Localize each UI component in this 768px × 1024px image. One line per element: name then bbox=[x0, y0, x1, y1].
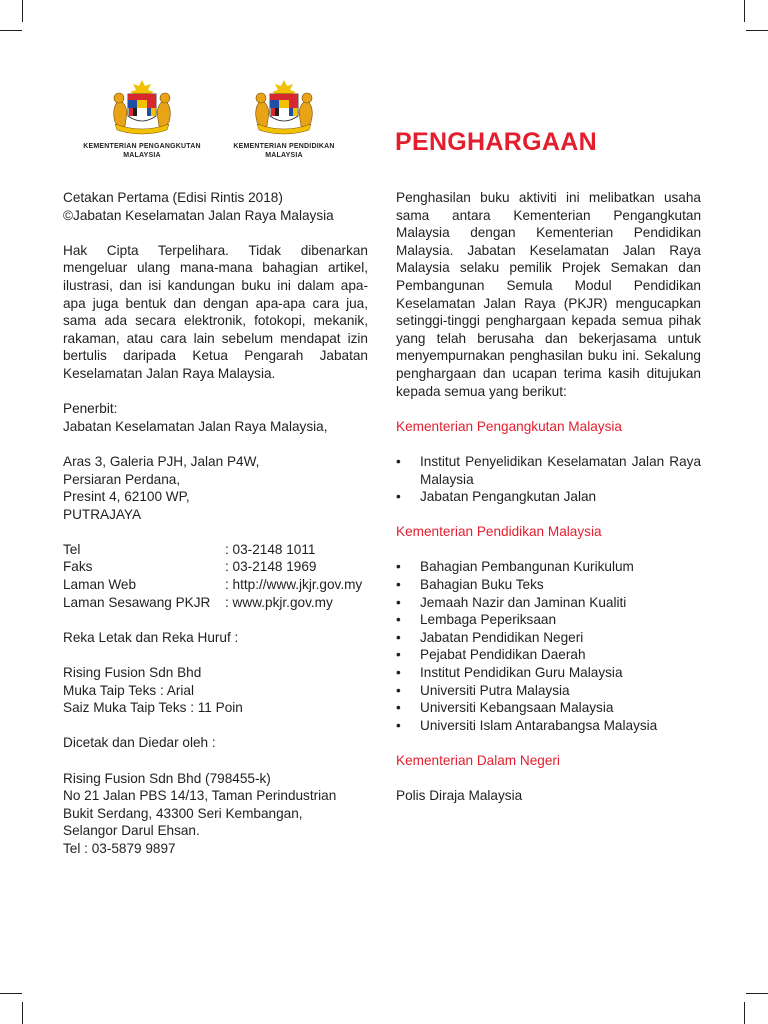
edition-line: Cetakan Pertama (Edisi Rintis 2018) bbox=[63, 190, 283, 205]
printer-info-line: Bukit Serdang, 43300 Seri Kembangan, bbox=[63, 805, 303, 821]
crop-mark bbox=[746, 993, 768, 994]
list-item: • Institut Penyelidikan Keselamatan Jalan Raya Malaysia bbox=[396, 453, 701, 488]
list-item: • Bahagian Buku Teks bbox=[396, 576, 701, 594]
contact-row: Laman Sesawang PKJR : www.pkjr.gov.my bbox=[63, 594, 333, 610]
crop-mark bbox=[0, 30, 22, 31]
contact-row: Faks : 03-2148 1969 bbox=[63, 559, 317, 575]
acknowledgement-column bbox=[396, 189, 701, 805]
coat-of-arms-icon bbox=[243, 78, 325, 136]
list-item: • Institut Pendidikan Guru Malaysia bbox=[396, 664, 701, 682]
education-list bbox=[396, 558, 701, 734]
crop-mark bbox=[744, 1002, 745, 1024]
printer-info-line: Tel : 03-5879 9897 bbox=[63, 840, 176, 856]
layout-info-line: Muka Taip Teks : Arial bbox=[63, 682, 194, 698]
list-item: • Lembaga Peperiksaan bbox=[396, 611, 701, 629]
printer-info-line: No 21 Jalan PBS 14/13, Taman Perindustrian bbox=[63, 788, 337, 804]
list-item: • Universiti Kebangsaan Malaysia bbox=[396, 699, 701, 717]
list-item: • Jabatan Pendidikan Negeri bbox=[396, 629, 701, 647]
publisher-name: Jabatan Keselamatan Jalan Raya Malaysia, bbox=[63, 418, 328, 434]
printer-info-line: Selangor Darul Ehsan. bbox=[63, 823, 200, 839]
ministry-logo-transport bbox=[68, 78, 216, 160]
logo-caption: KEMENTERIAN PENDIDIKAN MALAYSIA bbox=[233, 143, 335, 159]
layout-info-line: Rising Fusion Sdn Bhd bbox=[63, 665, 202, 681]
publisher-label: Penerbit: bbox=[63, 401, 118, 417]
section-heading-home-affairs: Kementerian Dalam Negeri bbox=[396, 753, 560, 768]
logo-caption: KEMENTERIAN PENGANGKUTAN MALAYSIA bbox=[83, 143, 201, 159]
rights-paragraph: Hak Cipta Terpelihara. Tidak dibenarkan mengeluar ulang mana-mana bahagian artikel, ilustrasi, dan isi kandungan buku ini dalam apa-apa juga bentuk dan dengan apa-apa cara jua, sama ada secara elektronik, fotokopi, mekanik, rakaman, atau cara lain sebelum mendapat izin bertulis daripada Ketua Pengarah Jabatan Keselamatan Jalan Raya Malaysia. bbox=[63, 242, 368, 381]
page-title: PENGHARGAAN bbox=[395, 128, 597, 156]
crop-mark bbox=[744, 0, 745, 22]
contact-row: Tel : 03-2148 1011 bbox=[63, 541, 316, 557]
crop-mark bbox=[22, 0, 23, 22]
printed-label: Dicetak dan Diedar oleh : bbox=[63, 735, 216, 751]
list-item: • Pejabat Pendidikan Daerah bbox=[396, 646, 701, 664]
coat-of-arms-icon bbox=[101, 78, 183, 136]
intro-paragraph: Penghasilan buku aktiviti ini melibatkan usaha sama antara Kementerian Pengangkutan Malaysia dengan Kementerian Pendidikan Malaysia. Jabatan Keselamatan Jalan Raya Malaysia selaku pemilik Projek Semakan dan Pembangunan Semula Modul Pendidikan Keselamatan Jalan Raya (PKJR) mengucapkan setinggi-tinggi penghargaan kepada semua pihak yang telah berusaha dan bekerjasama untuk menyempurnakan penghasilan buku ini. Sekalung penghargaan dan ucapan terima kasih ditujukan kepada semua yang berikut: bbox=[396, 190, 701, 399]
crop-mark bbox=[0, 993, 22, 994]
address-line: Persiaran Perdana, bbox=[63, 471, 181, 487]
list-item: • Jabatan Pengangkutan Jalan bbox=[396, 488, 701, 506]
printer-info-line: Rising Fusion Sdn Bhd (798455-k) bbox=[63, 770, 271, 786]
list-item: • Universiti Islam Antarabangsa Malaysia bbox=[396, 717, 701, 735]
copyright-line: ©Jabatan Keselamatan Jalan Raya Malaysia bbox=[63, 207, 334, 223]
layout-info-line: Saiz Muka Taip Teks : 11 Poin bbox=[63, 700, 243, 716]
list-item: • Universiti Putra Malaysia bbox=[396, 682, 701, 700]
transport-list bbox=[396, 453, 701, 506]
crop-mark bbox=[746, 30, 768, 31]
address-line: PUTRAJAYA bbox=[63, 506, 142, 522]
section-heading-education: Kementerian Pendidikan Malaysia bbox=[396, 524, 602, 540]
layout-label: Reka Letak dan Reka Huruf : bbox=[63, 629, 239, 645]
police-line: Polis Diraja Malaysia bbox=[396, 788, 523, 804]
copyright-column bbox=[63, 189, 368, 858]
address-line: Aras 3, Galeria PJH, Jalan P4W, bbox=[63, 453, 260, 469]
contact-row: Laman Web : http://www.jkjr.gov.my bbox=[63, 577, 363, 593]
list-item: • Bahagian Pembangunan Kurikulum bbox=[396, 558, 701, 576]
crop-mark bbox=[22, 1002, 23, 1024]
list-item: • Jemaah Nazir dan Jaminan Kualiti bbox=[396, 594, 701, 612]
section-heading-transport: Kementerian Pengangkutan Malaysia bbox=[396, 418, 622, 434]
ministry-logo-education bbox=[210, 78, 358, 160]
address-line: Presint 4, 62100 WP, bbox=[63, 489, 190, 505]
